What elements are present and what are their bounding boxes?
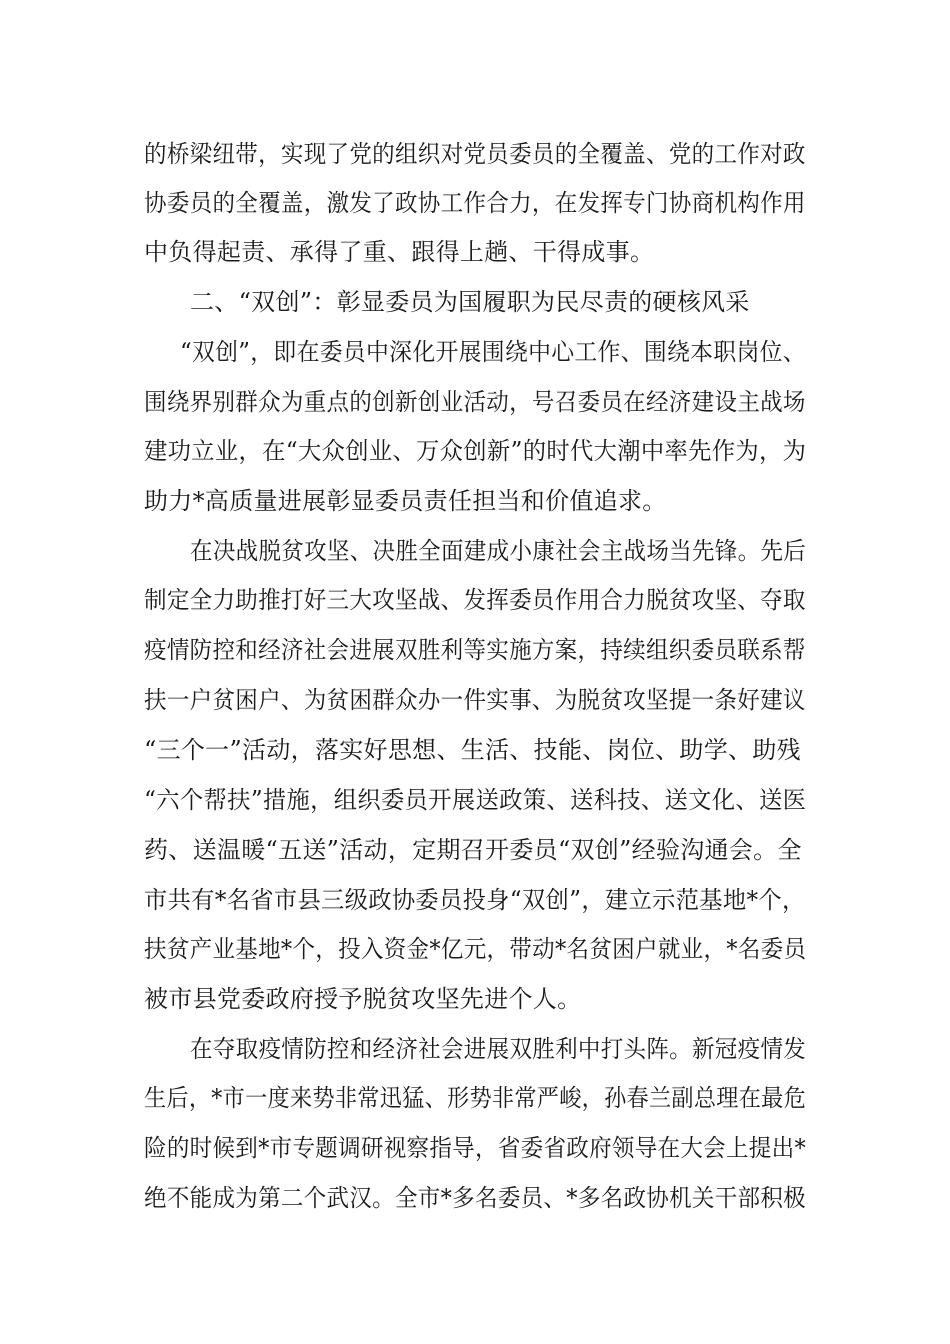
text-line: 绝不能成为第二个武汉。全市*多名委员、*多名政协机关干部积极 (144, 1184, 806, 1212)
text-line: 生后，*市一度来势非常迅猛、形势非常严峻，孙春兰副总理在最危 (144, 1084, 807, 1112)
text-line: 建功立业，在“大众创业、万众创新”的时代大潮中率先作为，为 (144, 437, 807, 465)
text-line: 协委员的全覆盖，激发了政协工作合力，在发挥专门协商机构作用 (144, 189, 806, 217)
text-line: 被市县党委政府授予脱贫攻坚先进个人。 (144, 985, 582, 1013)
section-heading: 二、“双创”：彰显委员为国履职为民尽责的硬核风采 (190, 288, 750, 316)
text-line: 制定全力助推打好三大攻坚战、发挥委员作用合力脱贫攻坚、夺取 (144, 586, 806, 614)
text-line: 疫情防控和经济社会进展双胜利等实施方案，持续组织委员联系帮 (144, 636, 806, 664)
text-line: 扶一户贫困户、为贫困群众办一件实事、为脱贫攻坚提一条好建议 (144, 686, 806, 714)
text-line: “双创”，即在委员中深化开展围绕中心工作、围绕本职岗位、 (180, 338, 806, 366)
text-line: 中负得起责、承得了重、跟得上趟、干得成事。 (144, 238, 655, 266)
text-line: 围绕界别群众为重点的创新创业活动，号召委员在经济建设主战场 (144, 388, 806, 416)
text-line: 市共有*名省市县三级政协委员投身“双创”，建立示范基地*个， (144, 886, 806, 914)
text-line: 的桥梁纽带，实现了党的组织对党员委员的全覆盖、党的工作对政 (144, 140, 806, 168)
text-line: 险的时候到*市专题调研视察指导，省委省政府领导在大会上提出* (144, 1134, 806, 1162)
text-line: 药、送温暖“五送”活动，定期召开委员“双创”经验沟通会。全 (144, 836, 802, 864)
text-line: “三个一”活动，落实好思想、生活、技能、岗位、助学、助残 (144, 736, 801, 764)
text-line: 在夺取疫情防控和经济社会进展双胜利中打头阵。新冠疫情发 (190, 1035, 807, 1063)
text-line: “六个帮扶”措施，组织委员开展送政策、送科技、送文化、送医 (144, 786, 807, 814)
text-line: 在决战脱贫攻坚、决胜全面建成小康社会主战场当先锋。先后 (190, 537, 807, 565)
text-line: 扶贫产业基地*个，投入资金*亿元，带动*名贫困户就业，*名委员 (144, 935, 807, 963)
text-line: 助力*高质量进展彰显委员责任担当和价值追求。 (144, 487, 667, 515)
